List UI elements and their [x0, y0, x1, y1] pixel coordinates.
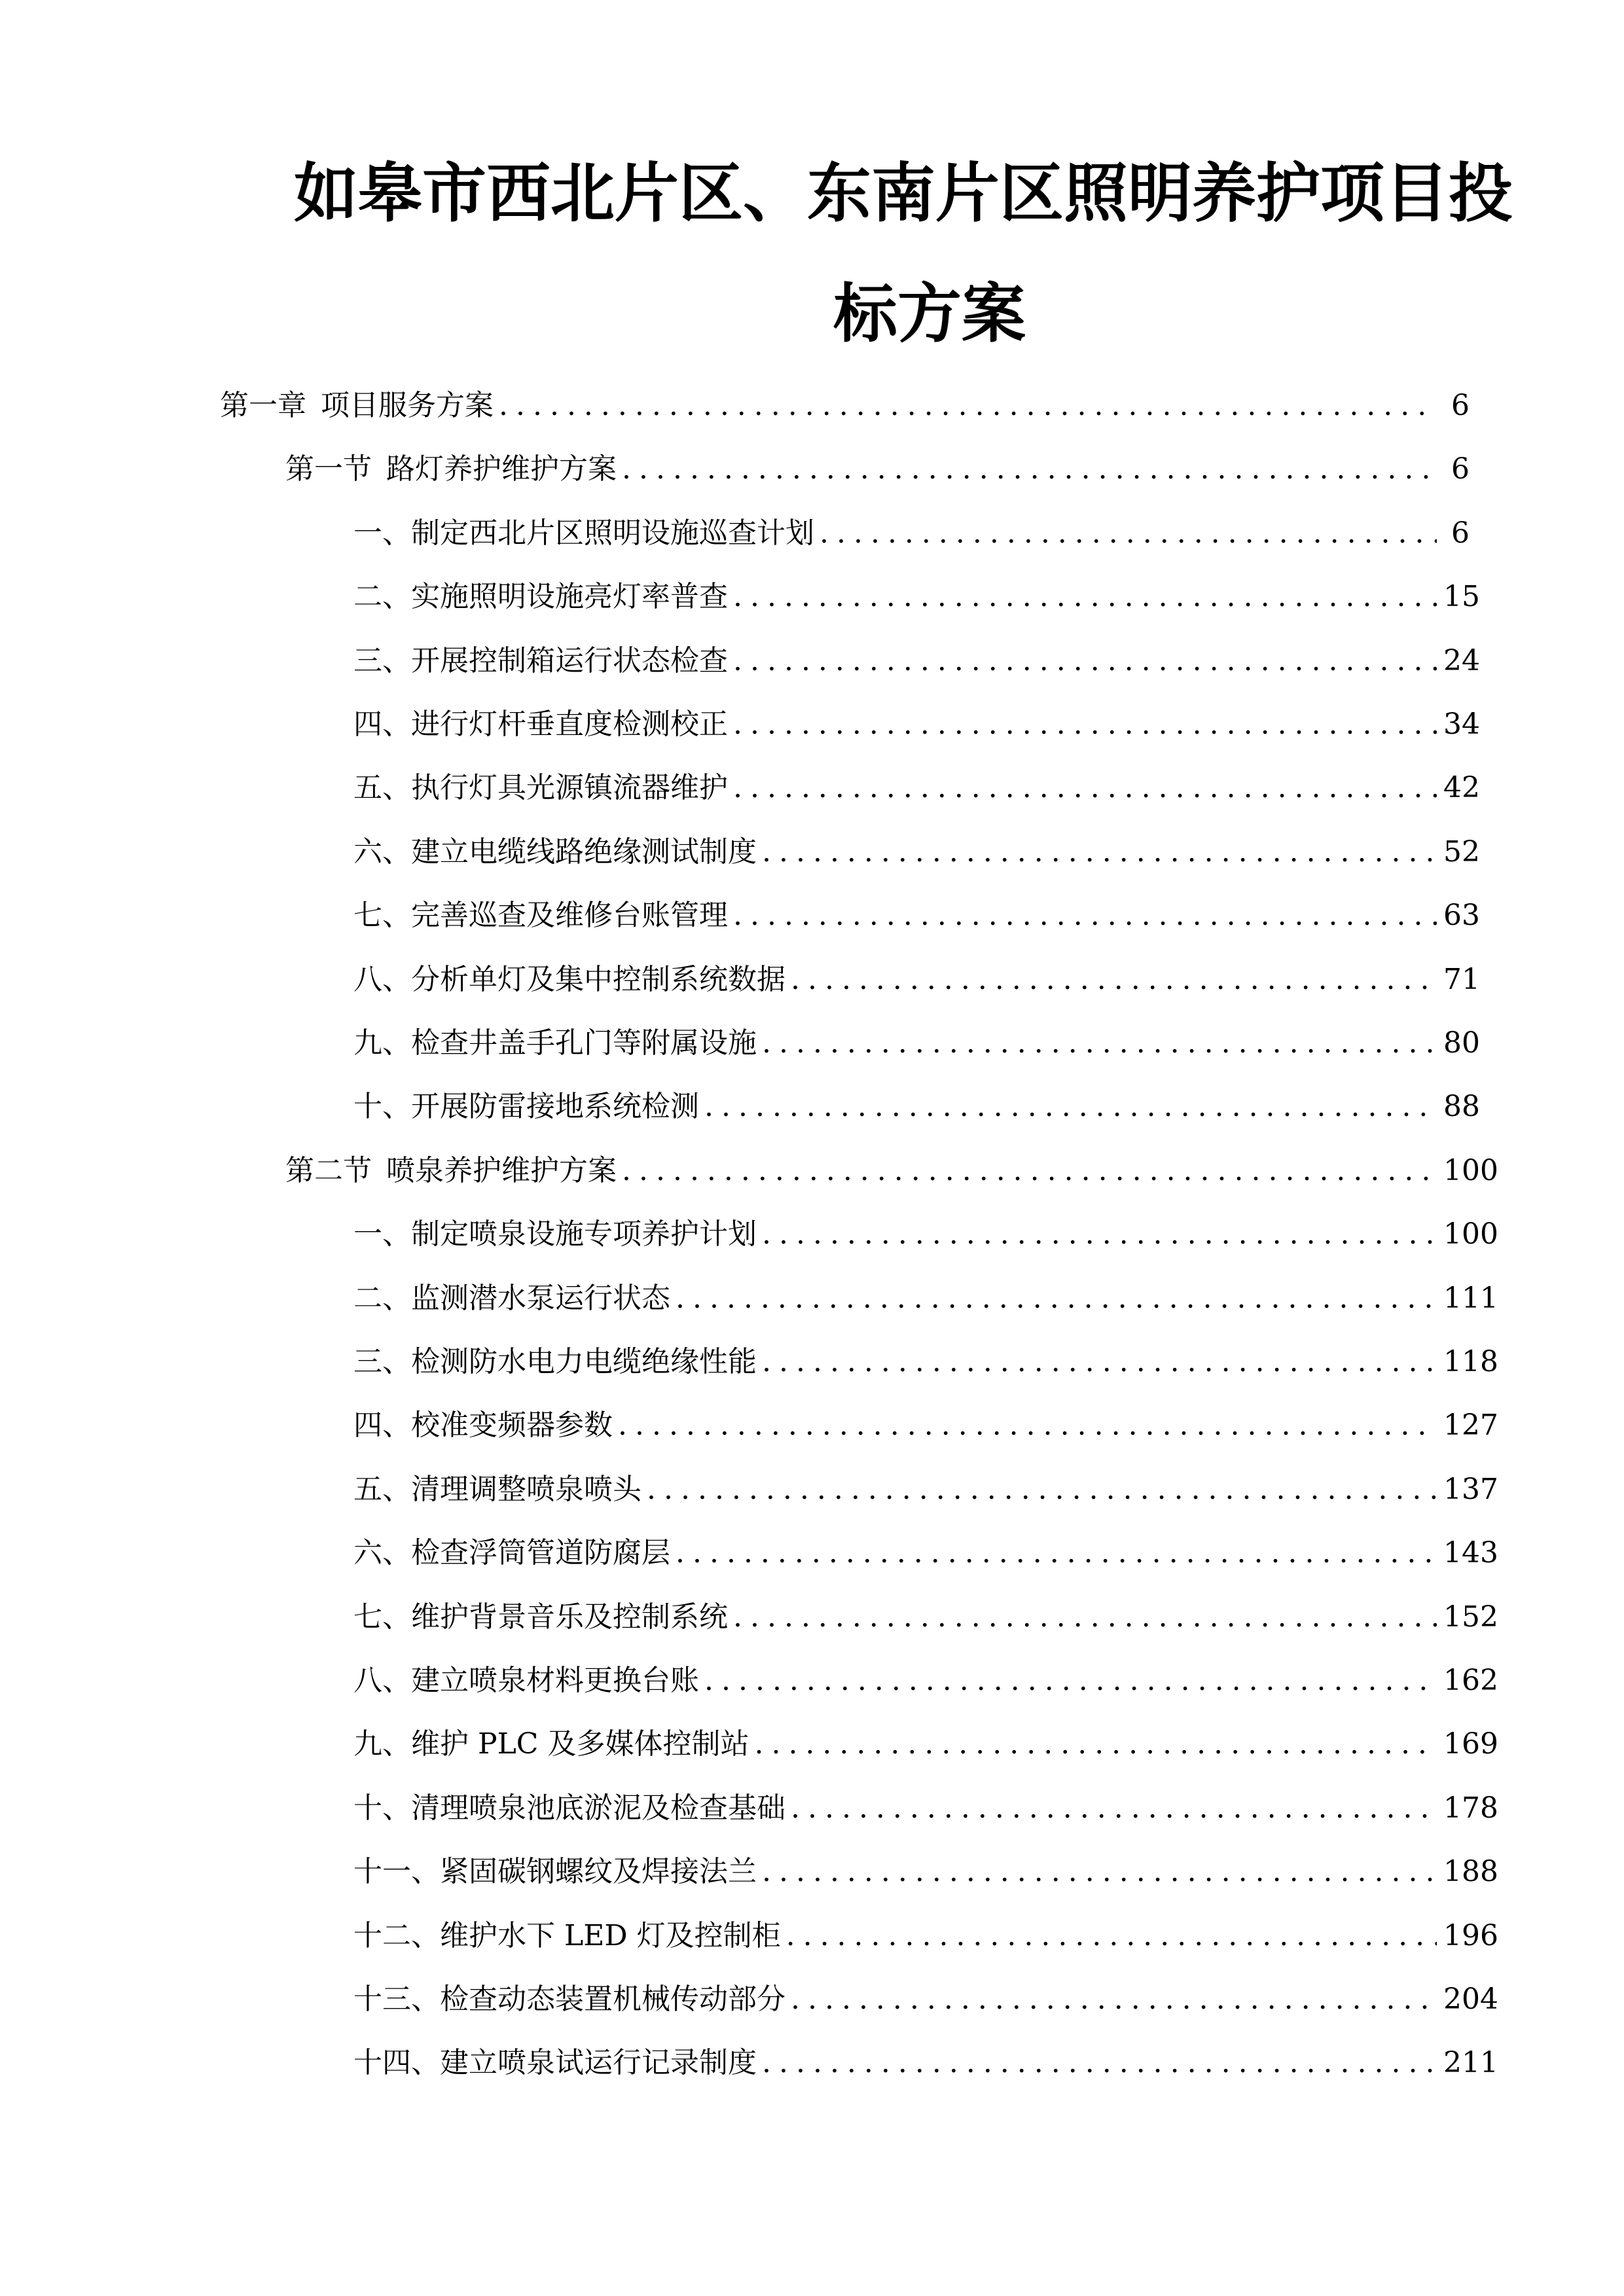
toc-entry[interactable]: [353, 957, 1480, 1003]
toc-entry-page-number: 52: [1443, 835, 1480, 869]
toc-entry-number: 十四、: [353, 2046, 440, 2079]
toc-entry-page-number: 152: [1443, 1600, 1498, 1634]
toc-dot-leader: [762, 1211, 1437, 1257]
document-title-line-2: 标方案: [833, 276, 1026, 351]
toc-dot-leader: [733, 893, 1437, 939]
toc-entry-number: 八、: [353, 963, 411, 996]
toc-entry-title: 检测防水电力电缆绝缘性能: [411, 1345, 757, 1378]
toc-entry-title: 建立喷泉材料更换台账: [411, 1664, 699, 1697]
toc-entry-title: 喷泉养护维护方案: [386, 1154, 617, 1187]
toc-entry-title: 建立喷泉试运行记录制度: [440, 2046, 757, 2079]
toc-entry[interactable]: [353, 1913, 1498, 1959]
toc-entry-title: 清理调整喷泉喷头: [411, 1473, 641, 1506]
toc-dot-leader: [676, 1276, 1437, 1321]
toc-entry-page-number: 6: [1451, 516, 1470, 550]
toc-dot-leader: [762, 1849, 1437, 1895]
toc-entry-number: 十、: [353, 1791, 411, 1825]
toc-entry-title: 清理喷泉池底淤泥及检查基础: [411, 1791, 785, 1825]
toc-dot-leader: [791, 1977, 1437, 2022]
toc-entry[interactable]: [353, 1785, 1498, 1831]
toc-dot-leader: [733, 574, 1437, 620]
toc-entry[interactable]: [353, 1658, 1498, 1704]
toc-entry-page-number: 111: [1443, 1282, 1498, 1315]
toc-dot-leader: [622, 446, 1437, 492]
toc-entry-number: 十一、: [353, 1855, 440, 1888]
toc-entry-number: 八、: [353, 1664, 411, 1697]
toc-entry-number: 六、: [353, 835, 411, 869]
toc-dot-leader: [791, 1785, 1437, 1831]
toc-entry-number: 六、: [353, 1536, 411, 1570]
toc-entry-title: 执行灯具光源镇流器维护: [411, 771, 728, 804]
toc-entry-title: 开展控制箱运行状态检查: [411, 644, 728, 677]
toc-entry-title: 制定西北片区照明设施巡查计划: [411, 516, 814, 550]
toc-entry[interactable]: [353, 1977, 1498, 2022]
toc-dot-leader: [791, 957, 1437, 1003]
toc-entry-number: 七、: [353, 899, 411, 932]
toc-entry[interactable]: [353, 1849, 1498, 1895]
toc-entry-page-number: 211: [1443, 2046, 1498, 2079]
toc-dot-leader: [676, 1530, 1437, 1576]
toc-dot-leader: [704, 1658, 1437, 1704]
toc-entry-title: 完善巡查及维修台账管理: [411, 899, 728, 932]
toc-entry[interactable]: [353, 2040, 1498, 2086]
toc-entry-page-number: 6: [1451, 452, 1470, 486]
toc-entry-title: 维护背景音乐及控制系统: [411, 1600, 728, 1634]
toc-entry-number: 九、: [353, 1026, 411, 1060]
toc-dot-leader: [762, 829, 1437, 875]
toc-entry[interactable]: [353, 829, 1480, 875]
toc-entry-page-number: 178: [1443, 1791, 1498, 1825]
toc-entry-number: 第一节: [285, 452, 372, 486]
toc-entry-number: 二、: [353, 580, 411, 613]
toc-entry-number: 一、: [353, 516, 411, 550]
toc-dot-leader: [704, 1084, 1437, 1130]
toc-entry-page-number: 204: [1443, 1982, 1498, 2016]
toc-entry-page-number: 169: [1443, 1727, 1498, 1761]
toc-entry-page-number: 100: [1443, 1217, 1498, 1251]
toc-dot-leader: [762, 1339, 1437, 1385]
toc-entry-title: 实施照明设施亮灯率普查: [411, 580, 728, 613]
toc-entry-page-number: 143: [1443, 1536, 1498, 1570]
toc-entry[interactable]: [220, 383, 1470, 429]
toc-entry-page-number: 127: [1443, 1408, 1498, 1442]
toc-entry-page-number: 196: [1443, 1919, 1498, 1952]
toc-entry-number: 四、: [353, 708, 411, 741]
toc-entry-title: 分析单灯及集中控制系统数据: [411, 963, 785, 996]
toc-entry-title: 紧固碳钢螺纹及焊接法兰: [440, 1855, 757, 1888]
toc-entry-page-number: 24: [1443, 644, 1480, 677]
document-title-line-1: 如皋市西北片区、东南片区照明养护项目投: [293, 156, 1513, 231]
toc-entry-title: 维护水下 LED 灯及控制柜: [440, 1919, 781, 1952]
toc-entry[interactable]: [353, 702, 1480, 747]
toc-dot-leader: [647, 1467, 1437, 1513]
toc-entry-number: 第二节: [285, 1154, 372, 1187]
toc-entry-title: 检查井盖手孔门等附属设施: [411, 1026, 757, 1060]
toc-entry-page-number: 15: [1443, 580, 1480, 613]
toc-entry-number: 五、: [353, 1473, 411, 1506]
toc-dot-leader: [733, 702, 1437, 747]
toc-entry-number: 十、: [353, 1090, 411, 1123]
toc-entry-page-number: 100: [1443, 1154, 1498, 1187]
toc-entry[interactable]: [353, 1211, 1498, 1257]
toc-entry-title: 制定喷泉设施专项养护计划: [411, 1217, 757, 1251]
toc-entry-number: 四、: [353, 1408, 411, 1442]
toc-entry-number: 三、: [353, 644, 411, 677]
toc-entry-page-number: 71: [1443, 963, 1480, 996]
toc-entry-number: 一、: [353, 1217, 411, 1251]
toc-entry-title: 检查浮筒管道防腐层: [411, 1536, 670, 1570]
toc-entry-page-number: 6: [1451, 389, 1470, 422]
toc-entry-title: 检查动态装置机械传动部分: [440, 1982, 785, 2016]
toc-entry-page-number: 80: [1443, 1026, 1480, 1060]
toc-dot-leader: [733, 638, 1437, 684]
toc-dot-leader: [499, 383, 1437, 429]
toc-entry-page-number: 162: [1443, 1664, 1498, 1697]
toc-entry-page-number: 63: [1443, 899, 1480, 932]
toc-entry[interactable]: [353, 574, 1480, 620]
toc-entry[interactable]: [285, 1148, 1498, 1194]
toc-entry-number: 第一章: [220, 389, 306, 422]
toc-dot-leader: [733, 1594, 1437, 1640]
toc-entry[interactable]: [353, 511, 1470, 556]
toc-dot-leader: [754, 1721, 1437, 1767]
toc-entry-page-number: 118: [1443, 1345, 1498, 1378]
toc-entry[interactable]: [353, 1403, 1498, 1448]
toc-entry-page-number: 137: [1443, 1473, 1498, 1506]
toc-entry-number: 三、: [353, 1345, 411, 1378]
toc-entry[interactable]: [353, 638, 1480, 684]
toc-entry[interactable]: [353, 1339, 1498, 1385]
toc-entry-title: 路灯养护维护方案: [386, 452, 617, 486]
toc-entry-number: 十三、: [353, 1982, 440, 2016]
toc-entry[interactable]: [353, 1084, 1480, 1130]
toc-entry[interactable]: [353, 1530, 1498, 1576]
toc-entry[interactable]: [353, 1467, 1498, 1513]
toc-dot-leader: [618, 1403, 1437, 1448]
toc-entry-title: 进行灯杆垂直度检测校正: [411, 708, 728, 741]
toc-entry-title: 监测潜水泵运行状态: [411, 1282, 670, 1315]
toc-entry[interactable]: [353, 1594, 1498, 1640]
toc-dot-leader: [786, 1913, 1437, 1959]
toc-entry-title: 校准变频器参数: [411, 1408, 613, 1442]
toc-entry[interactable]: [353, 1020, 1480, 1066]
toc-entry[interactable]: [285, 446, 1470, 492]
toc-entry[interactable]: [353, 765, 1480, 811]
toc-entry-number: 九、: [353, 1727, 411, 1761]
toc-entry[interactable]: [353, 1276, 1498, 1321]
toc-entry-page-number: 34: [1443, 708, 1480, 741]
toc-entry-title: 项目服务方案: [321, 389, 494, 422]
toc-entry-number: 二、: [353, 1282, 411, 1315]
toc-dot-leader: [820, 511, 1437, 556]
toc-entry-number: 五、: [353, 771, 411, 804]
toc-entry-title: 建立电缆线路绝缘测试制度: [411, 835, 757, 869]
toc-entry[interactable]: [353, 893, 1480, 939]
toc-entry-number: 十二、: [353, 1919, 440, 1952]
toc-dot-leader: [762, 1020, 1437, 1066]
toc-entry-page-number: 42: [1443, 771, 1480, 804]
toc-entry-page-number: 188: [1443, 1855, 1498, 1888]
toc-entry-page-number: 88: [1443, 1090, 1480, 1123]
toc-dot-leader: [733, 765, 1437, 811]
toc-entry-title: 维护 PLC 及多媒体控制站: [411, 1727, 749, 1761]
toc-entry[interactable]: [353, 1721, 1498, 1767]
toc-entry-title: 开展防雷接地系统检测: [411, 1090, 699, 1123]
toc-dot-leader: [762, 2040, 1437, 2086]
toc-entry-number: 七、: [353, 1600, 411, 1634]
toc-dot-leader: [622, 1148, 1437, 1194]
